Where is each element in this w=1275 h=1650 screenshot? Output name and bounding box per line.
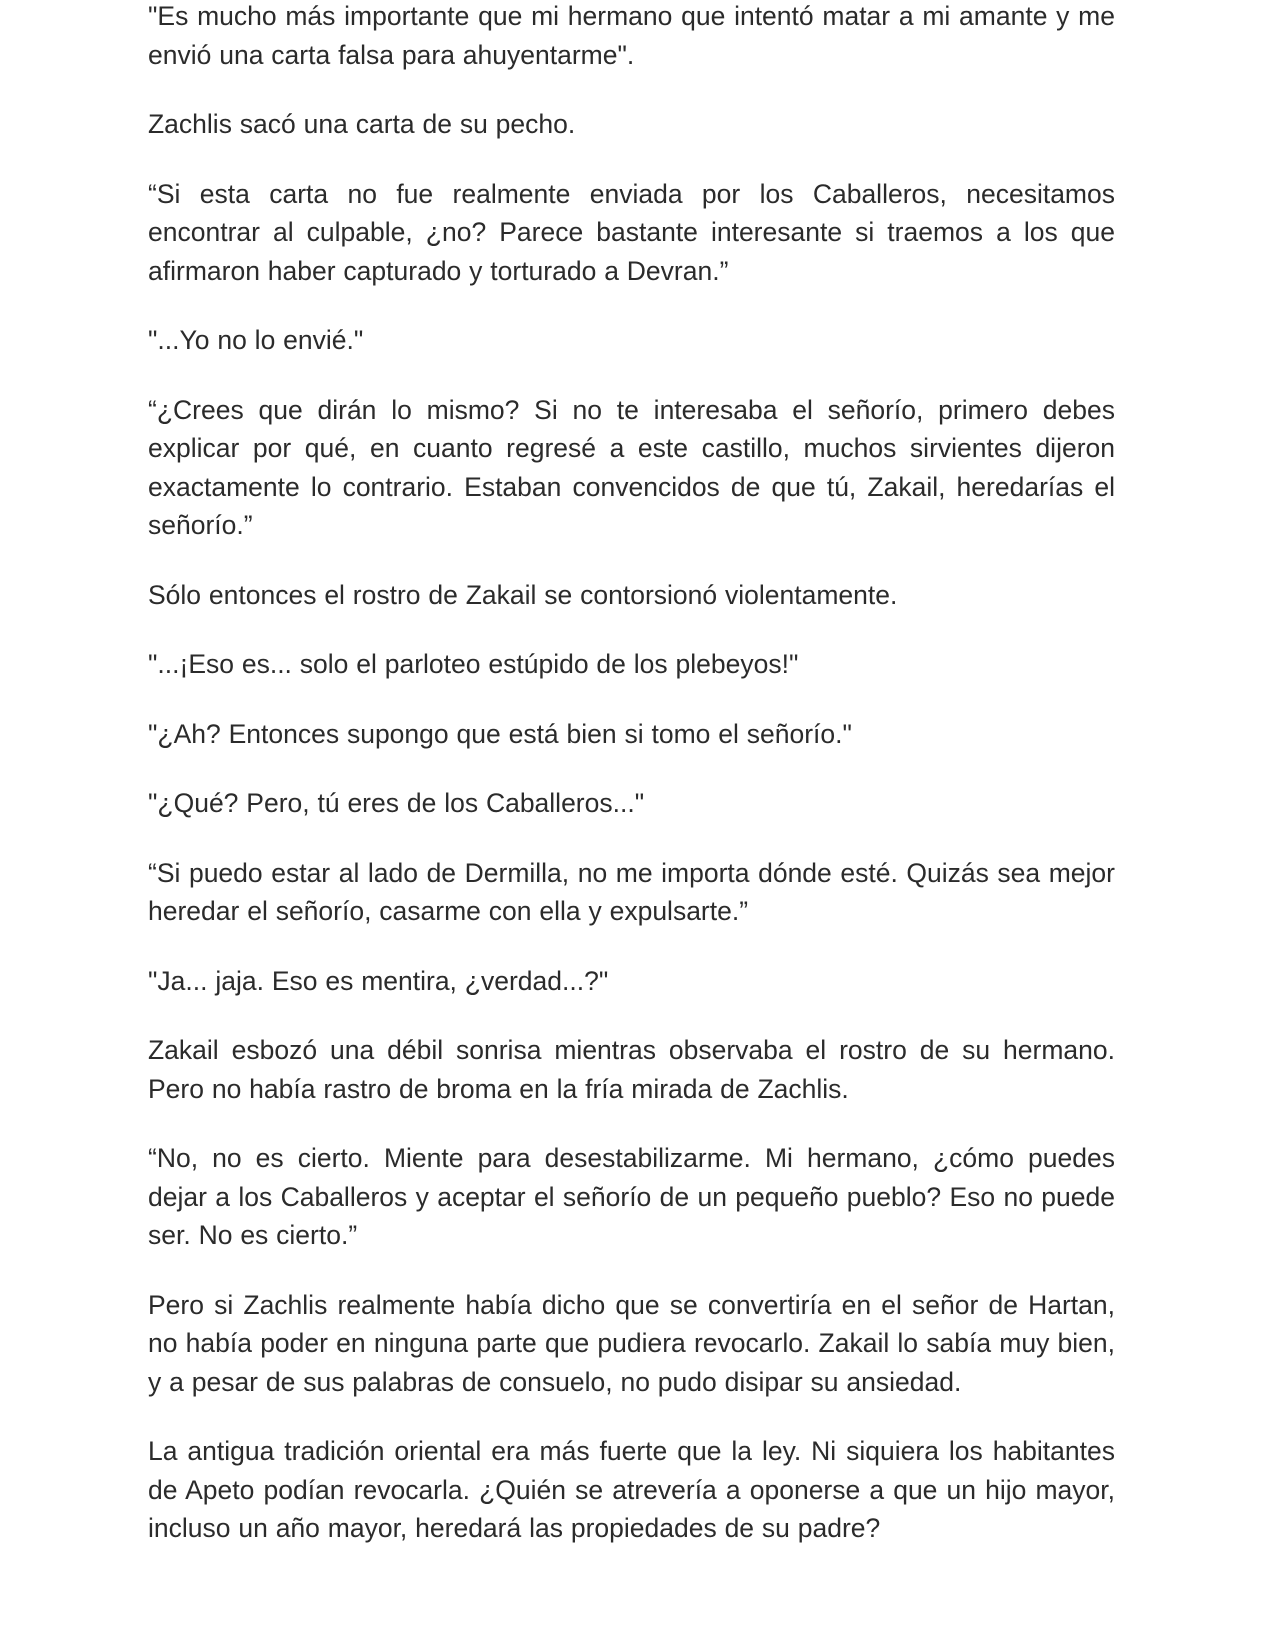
paragraph: “Si puedo estar al lado de Dermilla, no me importa dónde esté. Quizás sea mejor heredar el señorío, casarme con ella y expulsarte.” (148, 857, 1115, 926)
paragraph: "Es mucho más importante que mi hermano que intentó matar a mi amante y me envió una carta falsa para ahuyentarme". (148, 1, 1115, 70)
paragraph: “No, no es cierto. Miente para desestabilizarme. Mi hermano, ¿cómo puedes dejar a los Caballeros y aceptar el señorío de un pequeño pueblo? Eso no puede ser. No es cierto.” (148, 1143, 1115, 1250)
paragraph: "Ja... jaja. Eso es mentira, ¿verdad...?" (148, 965, 609, 996)
paragraph: Sólo entonces el rostro de Zakail se contorsionó violentamente. (148, 579, 898, 610)
paragraph: “Si esta carta no fue realmente enviada por los Caballeros, necesitamos encontrar al culpable, ¿no? Parece bastante interesante si traemos a los que afirmaron haber capturado y torturado a Devran.” (148, 178, 1115, 286)
paragraph: Zakail esbozó una débil sonrisa mientras observaba el rostro de su hermano. Pero no había rastro de broma en la fría mirada de Zachlis. (148, 1035, 1115, 1104)
document-page (148, 0, 1115, 1579)
paragraph: "...¡Eso es... solo el parloteo estúpido de los plebeyos!" (148, 649, 799, 679)
paragraph: "¿Ah? Entonces supongo que está bien si tomo el señorío." (148, 718, 852, 749)
paragraph: "...Yo no lo envié." (148, 325, 364, 355)
paragraph: Pero si Zachlis realmente había dicho que se convertiría en el señor de Hartan, no había poder en ninguna parte que pudiera revocarlo. Zakail lo sabía muy bien, y a pesar de sus palabras de consuelo, no pudo disipar su ansiedad. (148, 1289, 1115, 1397)
paragraph: Zachlis sacó una carta de su pecho. (148, 109, 576, 139)
paragraph: “¿Crees que dirán lo mismo? Si no te interesaba el señorío, primero debes explicar por qué, en cuanto regresé a este castillo, muchos sirvientes dijeron exactamente lo contrario. Estaban convencidos de que tú, Zakail, heredarías el señorío.” (148, 394, 1115, 540)
paragraph: "¿Qué? Pero, tú eres de los Caballeros..." (148, 788, 645, 818)
paragraph: La antigua tradición oriental era más fuerte que la ley. Ni siquiera los habitantes de Apeto podían revocarla. ¿Quién se atrevería a oponerse a que un hijo mayor, incluso un año mayor, heredará las propiedades de su padre? (148, 1436, 1115, 1543)
